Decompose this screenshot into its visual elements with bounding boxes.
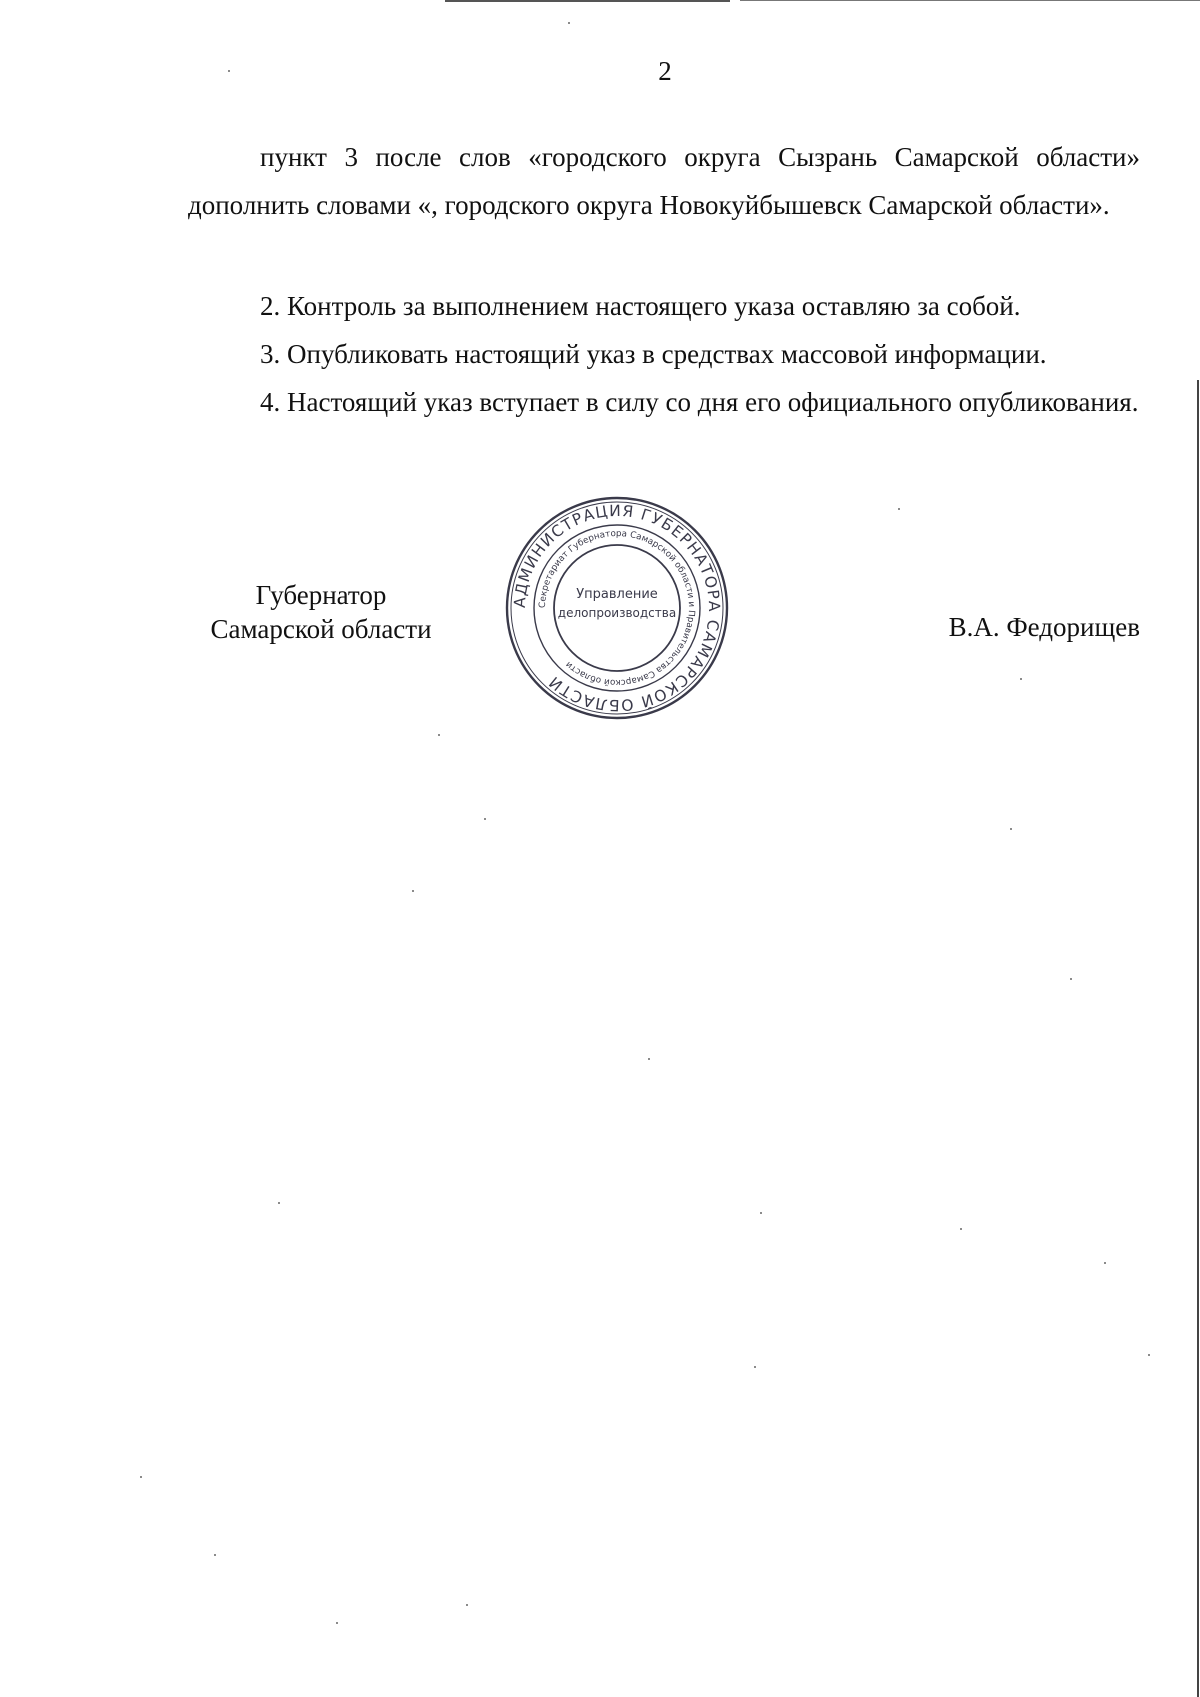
stamp-middle-text: Секретариат Губернатора Самарской области и Правительства Самарской области <box>537 528 697 688</box>
paragraph-effective: 4. Настоящий указ вступает в силу со дня его официального опубликования. <box>260 387 1139 417</box>
signatory-region: Самарской области <box>210 614 432 644</box>
signatory-position <box>190 578 452 646</box>
scan-edge-right <box>1197 380 1199 1697</box>
scan-speck <box>1070 978 1072 980</box>
scan-speck <box>898 508 900 510</box>
scan-speck <box>1010 828 1012 830</box>
scan-speck <box>1104 1262 1106 1264</box>
scan-speck <box>760 1212 762 1214</box>
scan-speck <box>336 1622 338 1624</box>
scan-speck <box>754 1366 756 1368</box>
signatory-name: В.А. Федорищев <box>948 612 1140 642</box>
scan-speck <box>140 1476 142 1478</box>
scan-speck <box>1148 1354 1150 1356</box>
paragraph-publish: 3. Опубликовать настоящий указ в средствах массовой информации. <box>260 339 1047 369</box>
signatory-title: Губернатор <box>255 580 387 610</box>
scan-edge-top <box>445 0 730 2</box>
scan-speck <box>214 1554 216 1556</box>
scan-speck <box>412 890 414 892</box>
paragraph-control: 2. Контроль за выполнением настоящего указа оставляю за собой. <box>260 291 1021 321</box>
page-number: 2 <box>658 56 672 86</box>
scan-speck <box>568 22 570 24</box>
official-stamp <box>504 495 730 721</box>
scan-speck <box>228 70 230 72</box>
stamp-center-line1: Управление <box>576 587 658 602</box>
paragraph-amendment: пункт 3 после слов «городского округа Сызрань Самарской области» дополнить словами «, городского округа Новокуйбышевск Самарской области». <box>188 142 1140 220</box>
scan-speck <box>648 1058 650 1060</box>
scan-speck <box>484 818 486 820</box>
scan-speck <box>278 1202 280 1204</box>
scan-edge-top-right <box>740 0 1200 1</box>
scan-speck <box>960 1228 962 1230</box>
stamp-center-line2: делопроизводства <box>557 606 677 620</box>
scan-speck <box>1020 678 1022 680</box>
scan-speck <box>466 1604 468 1606</box>
scan-speck <box>438 734 440 736</box>
stamp-outer-text: АДМИНИСТРАЦИЯ ГУБЕРНАТОРА САМАРСКОЙ ОБЛАСТИ <box>510 501 724 715</box>
